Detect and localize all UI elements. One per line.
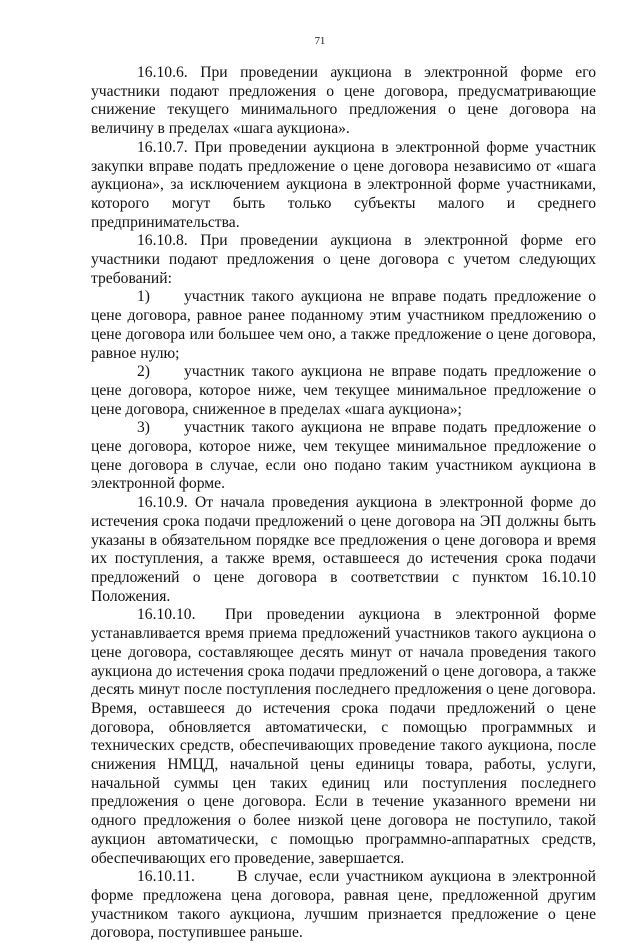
paragraph-text: При проведении аукциона в электронной форме устанавливается время приема предложений участников такого аукциона о цене договора, составляющее десять минут от начала проведения такого аукциона до истечения срока подачи предложений о цене договора, а также десять минут после поступления последнего предложения о цене договора. Время, оставшееся до истечения срока подачи предложений о цене договора, обновляется автоматически, с помощью программных и технических средств, обеспечивающих проведение такого аукциона, после снижения НМЦД, начальной цены единицы товара, работы, услуги, начальной суммы цен таких единиц или поступления последнего предложения о цене договора. Если в течение указанного времени ни одного предложения о более низкой цене договора не поступило, такой аукцион автоматически, с помощью программно-аппаратных средств, обеспечивающих его проведение, завершается. — [91, 606, 596, 867]
paragraph-16-10-7: 16.10.7. При проведении аукциона в электронной форме участник закупки вправе подать предложение о цене договора независимо от «шага аукциона», за исключением аукциона в электронной форме участниками, которого могут быть только субъекты малого и среднего предпринимательства. — [91, 138, 596, 231]
paragraph-16-10-10 — [91, 606, 596, 868]
list-item-text: участник такого аукциона не вправе подать предложение о цене договора, которое ниже, чем текущее минимальное предложение о цене договора, сниженное в пределах «шага аукциона»; — [91, 363, 596, 418]
paragraph-16-10-9: 16.10.9. От начала проведения аукциона в электронной форме до истечения срока подачи предложений о цене договора на ЭП должны быть указаны в обязательном порядке все предложения о цене договора и время их поступления, а также время, оставшееся до истечения срока подачи предложений о цене договора в соответствии с пунктом 16.10.10 Положения. — [91, 494, 596, 605]
list-item-1 — [91, 288, 596, 363]
paragraph-number: 16.10.11. — [137, 868, 195, 886]
paragraph-16-10-6: 16.10.6. При проведении аукциона в электронной форме его участники подают предложения о цене договора, предусматривающие снижение текущего минимального предложения о цене договора на величину в пределах «шага аукциона». — [91, 64, 596, 138]
list-item-number: 2) — [137, 363, 150, 381]
paragraph-text: В случае, если участником аукциона в электронной форме предложена цена договора, равная цене, предложенной другим участником такого аукциона, лучшим признается предложение о цене договора, поступившее раньше. — [91, 868, 596, 942]
list-item-number: 1) — [137, 288, 150, 306]
list-item-number: 3) — [137, 419, 150, 437]
document-body — [91, 64, 596, 943]
list-item-3 — [91, 419, 596, 494]
list-item-text: участник такого аукциона не вправе подать предложение о цене договора, которое ниже, чем текущее минимальное предложение о цене договора в случае, если оно подано таким участником аукциона в электронной форме. — [91, 419, 596, 493]
paragraph-16-10-8: 16.10.8. При проведении аукциона в электронной форме его участники подают предложения о цене договора с учетом следующих требований: — [91, 232, 596, 287]
list-item-text: участник такого аукциона не вправе подать предложение о цене договора, равное ранее поданному этим участником предложению о цене договора или большее чем оно, а также предложение о цене договора, равное нулю; — [91, 288, 596, 362]
paragraph-16-10-11 — [91, 868, 596, 943]
paragraph-number: 16.10.10. — [137, 606, 196, 624]
list-item-2 — [91, 363, 596, 419]
page-number: 71 — [314, 36, 326, 47]
